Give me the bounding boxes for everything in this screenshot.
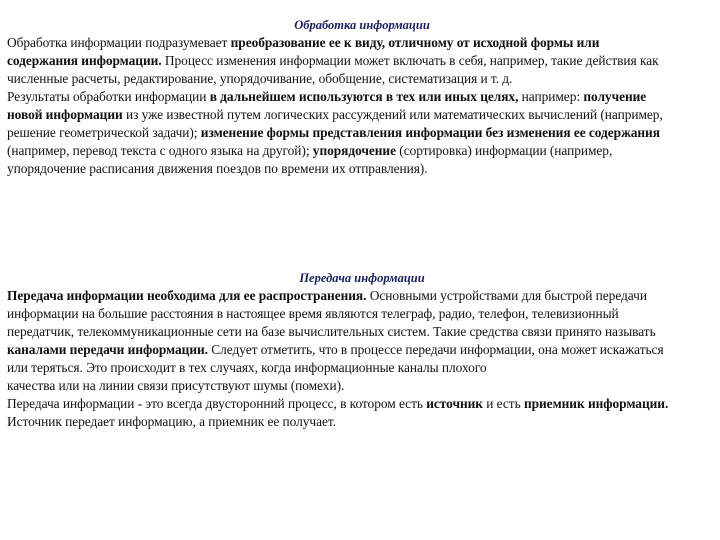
bold-text-run: получение bbox=[583, 89, 647, 104]
section-information-transfer bbox=[7, 269, 717, 431]
text-run: численные расчеты, редактирование, упорядочивание, обобщение, систематизация и т. д. bbox=[7, 71, 513, 86]
text-run: Процесс изменения информации может включать в себя, например, такие действия как bbox=[161, 53, 659, 68]
bold-text-run: Передача информации необходима для ее распространения. bbox=[7, 288, 367, 303]
text-line bbox=[7, 359, 717, 377]
text-run: из уже известной путем логических рассуждений или математических вычислений (например, bbox=[122, 107, 663, 122]
section-body bbox=[7, 34, 717, 178]
text-run: решение геометрической задачи); bbox=[7, 125, 201, 140]
text-run: Результаты обработки информации bbox=[7, 89, 210, 104]
section-information-processing bbox=[7, 16, 717, 178]
bold-text-run: источник bbox=[426, 396, 483, 411]
text-line bbox=[7, 124, 717, 142]
bold-text-run: преобразование ее к виду, отличному от исходной формы или bbox=[230, 35, 600, 50]
text-line bbox=[7, 142, 717, 160]
bold-text-run: упорядочение bbox=[312, 143, 396, 158]
section-heading: Передача информации bbox=[299, 271, 425, 285]
text-line bbox=[7, 323, 717, 341]
text-line bbox=[7, 88, 717, 106]
text-line bbox=[7, 70, 717, 88]
text-line bbox=[7, 160, 717, 178]
text-run: Следует отметить, что в процессе передачи информации, она может искажаться bbox=[207, 342, 664, 357]
section-heading: Обработка информации bbox=[294, 18, 430, 32]
text-run: например: bbox=[518, 89, 584, 104]
text-run: передатчик, телекоммуникационные сети на базе вычислительных систем. Такие средства связи принято называть bbox=[7, 324, 656, 339]
text-line bbox=[7, 287, 717, 305]
bold-text-run: новой информации bbox=[7, 107, 123, 122]
text-run: упорядочение расписания движения поездов по времени их отправления). bbox=[7, 161, 428, 176]
text-line bbox=[7, 395, 717, 413]
text-run: и есть bbox=[482, 396, 524, 411]
text-line bbox=[7, 377, 717, 395]
text-run: информации на большие расстояния в настоящее время являются телеграф, радио, телефон, телевизионный bbox=[7, 306, 619, 321]
text-line bbox=[7, 305, 717, 323]
text-line bbox=[7, 413, 717, 431]
bold-text-run: содержания информации. bbox=[7, 53, 162, 68]
text-run: (сортировка) информации (например, bbox=[396, 143, 613, 158]
section-body bbox=[7, 287, 717, 431]
text-line bbox=[7, 106, 717, 124]
text-run: (например, перевод текста с одного языка на другой); bbox=[7, 143, 313, 158]
text-line bbox=[7, 34, 717, 52]
text-run: или теряться. Это происходит в тех случаях, когда информационные каналы плохого bbox=[7, 360, 487, 375]
text-line bbox=[7, 341, 717, 359]
bold-text-run: в дальнейшем используются в тех или иных целях, bbox=[209, 89, 519, 104]
bold-text-run: приемник информации. bbox=[523, 396, 669, 411]
text-line bbox=[7, 52, 717, 70]
text-run: качества или на линии связи присутствуют шумы (помехи). bbox=[7, 378, 345, 393]
text-run: Основными устройствами для быстрой передачи bbox=[366, 288, 647, 303]
text-run: Источник передает информацию, а приемник ее получает. bbox=[7, 414, 336, 429]
bold-text-run: изменение формы представления информации без изменения ее содержания bbox=[200, 125, 660, 140]
text-run: Обработка информации подразумевает bbox=[7, 35, 231, 50]
bold-text-run: каналами передачи информации. bbox=[7, 342, 208, 357]
text-run: Передача информации - это всегда двусторонний процесс, в котором есть bbox=[7, 396, 427, 411]
